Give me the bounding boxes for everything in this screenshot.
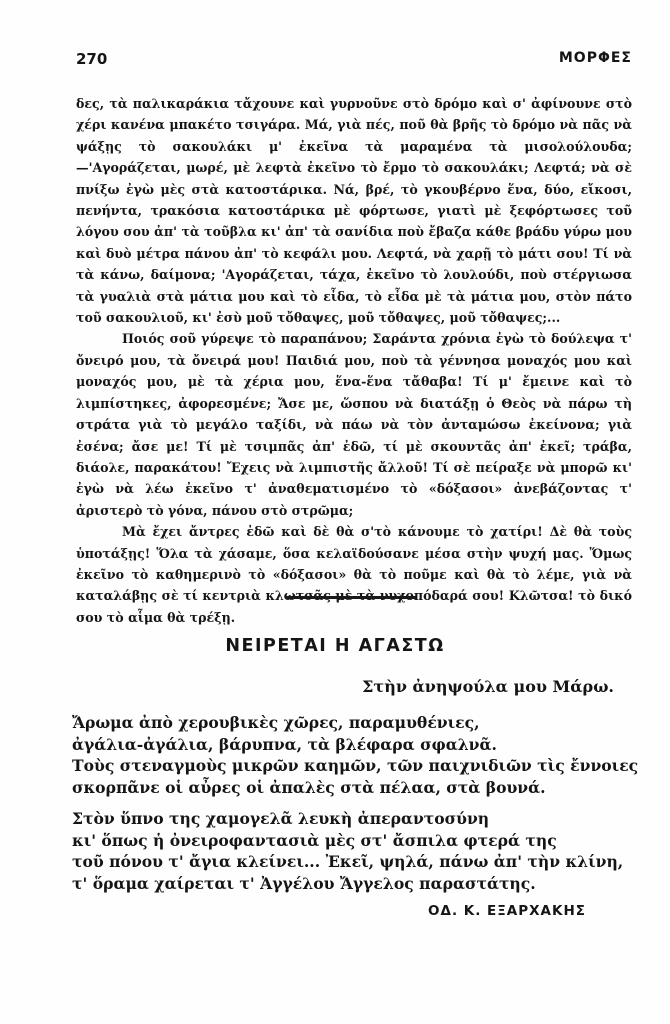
prose-paragraph: Μὰ ἔχει ἄντρες ἐδῶ καὶ δὲ θὰ σ'τὸ κάνουμε τὸ χατίρι! Δὲ θὰ τοὺς ὑποτάξῃς! Ὅλα τὰ χάσαμε, ὅσα κελαϊδούσανε μέσα στὴν ψυχή μας. Ὅμως ἐκεῖνο τὸ καθημερινὸ τὸ «δόξασοι» θὰ τὸ ποῦμε καὶ θὰ τὸ λέμε, γιὰ νὰ καταλάβῃς σὲ τί κεντριὰ κλωτσᾶς μὲ τὰ νυχοπόδαρά σου! Κλῶτσα! τὸ δικό σου τὸ αἷμα θὰ τρέξῃ. — [76, 524, 632, 625]
page-header — [76, 50, 632, 72]
running-head: ΜΟΡΦΕΣ — [558, 50, 632, 66]
poem-stanza — [72, 712, 644, 798]
poem-verse: ἀγάλια-ἀγάλια, βάρυπνα, τὰ βλέφαρα σφαλνᾶ. — [72, 734, 497, 754]
poem-verse: Ἄρωμα ἀπὸ χερουβικὲς χῶρες, παραμυθένιες, — [72, 713, 480, 732]
poem-dedication: Στὴν ἀνηψούλα μου Μάρω. — [362, 677, 614, 696]
poem-stanza — [72, 808, 644, 894]
poem-verse: σκορπᾶνε οἱ αὖρες οἱ ἀπαλὲς στὰ πέλαα, στὰ βουνά. — [72, 777, 546, 797]
poem-verse: τ' ὅραμα χαίρεται τ' Ἀγγέλου Ἄγγελος παραστάτης. — [72, 873, 536, 893]
poem-title: ΝΕΙΡΕΤΑΙ Η ΑΓΑΣΤΩ — [225, 636, 445, 656]
poem-verse: Στὸν ὕπνο της χαμογελᾶ λευκὴ ἀπεραντοσύνη — [72, 809, 490, 828]
page-number: 270 — [76, 50, 108, 68]
prose-paragraph: Ποιός σοῦ γύρεψε τὸ παραπάνου; Σαράντα χρόνια ἐγὼ τὸ δούλεψα τ' ὄνειρό μου, τὰ ὄνειρά μου! Παιδιά μου, ποὺ τὰ γέννησα μοναχός μου καὶ μοναχός μου, μὲ τὰ χέρια μου, ἕνα-ἕνα τἄθαβα! Τί μ' ἔμεινε καὶ τὸ λιμπίστηκες, ἀφορεσμένε; Ἄσε με, ὥσπου νὰ διατάξῃ ὁ Θεὸς νὰ πάρω τὴ στράτα γιὰ τὸ μεγάλο ταξίδι, νὰ πάω νὰ τὸν ἀνταμώσω ἐκείνονα; γιὰ ἐσένα; ἄσε με! Τί μὲ τσιμπᾶς ἀπ' ἐδῶ, τί μὲ σκουντᾶς ἀπ' ἐκεῖ; τράβα, διάολε, παρακάτου! Ἔχεις νὰ λιμπιστῆς ἄλλοῦ! Τί σὲ πείραξε νὰ μπορῶ κι' ἐγὼ νὰ λέω ἐκεῖνο τ' ἀναθεματισμένο τὸ «δόξασοι» ἀνεβάζοντας τ' ἀριστερὸ τὸ γόνα, πάνου στὸ στρῶμα; — [76, 331, 632, 518]
poem-verse: τοῦ πόνου τ' ἄγια κλείνει... Ἐκεῖ, ψηλά, πάνω ἀπ' τὴν κλίνη, — [72, 852, 624, 871]
poem-author: ΟΔ. Κ. ΕΞΑΡΧΑΚΗΣ — [428, 903, 586, 919]
prose-paragraph: δες, τὰ παλικαράκια τἄχουνε καὶ γυρνοῦνε στὸ δρόμο καὶ σ' ἀφίνουνε στὸ χέρι κανένα μπακέτο τσιγάρα. Μά, γιὰ πές, ποῦ θὰ βρῆς τὸ δρόμο νὰ πᾶς νὰ ψάξῃς τὸ σακουλάκι μ' ἐκεῖνα τὰ μαραμένα τὰ μισολούλουδα;—'Αγοράζεται, μωρέ, μὲ λεφτὰ ἐκεῖνο τὸ ἔρμο τὸ σακουλάκι; Λεφτά; νὰ σὲ πνίξω ἐγὼ μὲς στὰ κατοστάρικα. Νά, βρέ, τὸ γκουβέρνο ἕνα, δύο, εἴκοσι, πενήντα, τρακόσια κατοστάρικα μὲ φόρτωσε, γιατὶ μὲ ξεφόρτωσες τοῦ λόγου σου ἀπ' τὰ τοῦβλα κι' ἀπ' τὰ σανίδια ποὺ ἔβαζα κάθε βράδυ γύρω μου καὶ δυὸ μέτρα πάνου ἀπ' τὸ κεφάλι μου. Λεφτά, νὰ χαρῇ τὸ μάτι σου! Τί νὰ τὰ κάνω, δαίμονα; 'Αγοράζεται, τάχα, ἐκεῖνο τὸ λουλούδι, ποὺ στέργιωσα τὰ γυαλιὰ στὰ μάτια μου καὶ τὸ εἶδα, τὸ εἶδα μὲ τὰ μάτια μου, στὸν πάτο τοῦ σακουλιοῦ, κι' ἐσὺ μοῦ τὄθαψες, μοῦ τὄθαψες, μοῦ τὄθαψες;... — [76, 96, 632, 326]
poem-verse: κι' ὅπως ἡ ὀνειροφαντασιὰ μὲς στ' ἄσπιλα φτερά της — [72, 830, 557, 850]
prose-text — [76, 93, 632, 628]
poem-body — [72, 712, 644, 904]
section-divider — [286, 596, 416, 599]
poem-verse: Τοὺς στεναγμοὺς μικρῶν καημῶν, τῶν παιχνιδιῶν τὶς ἔννοιες — [72, 756, 639, 775]
